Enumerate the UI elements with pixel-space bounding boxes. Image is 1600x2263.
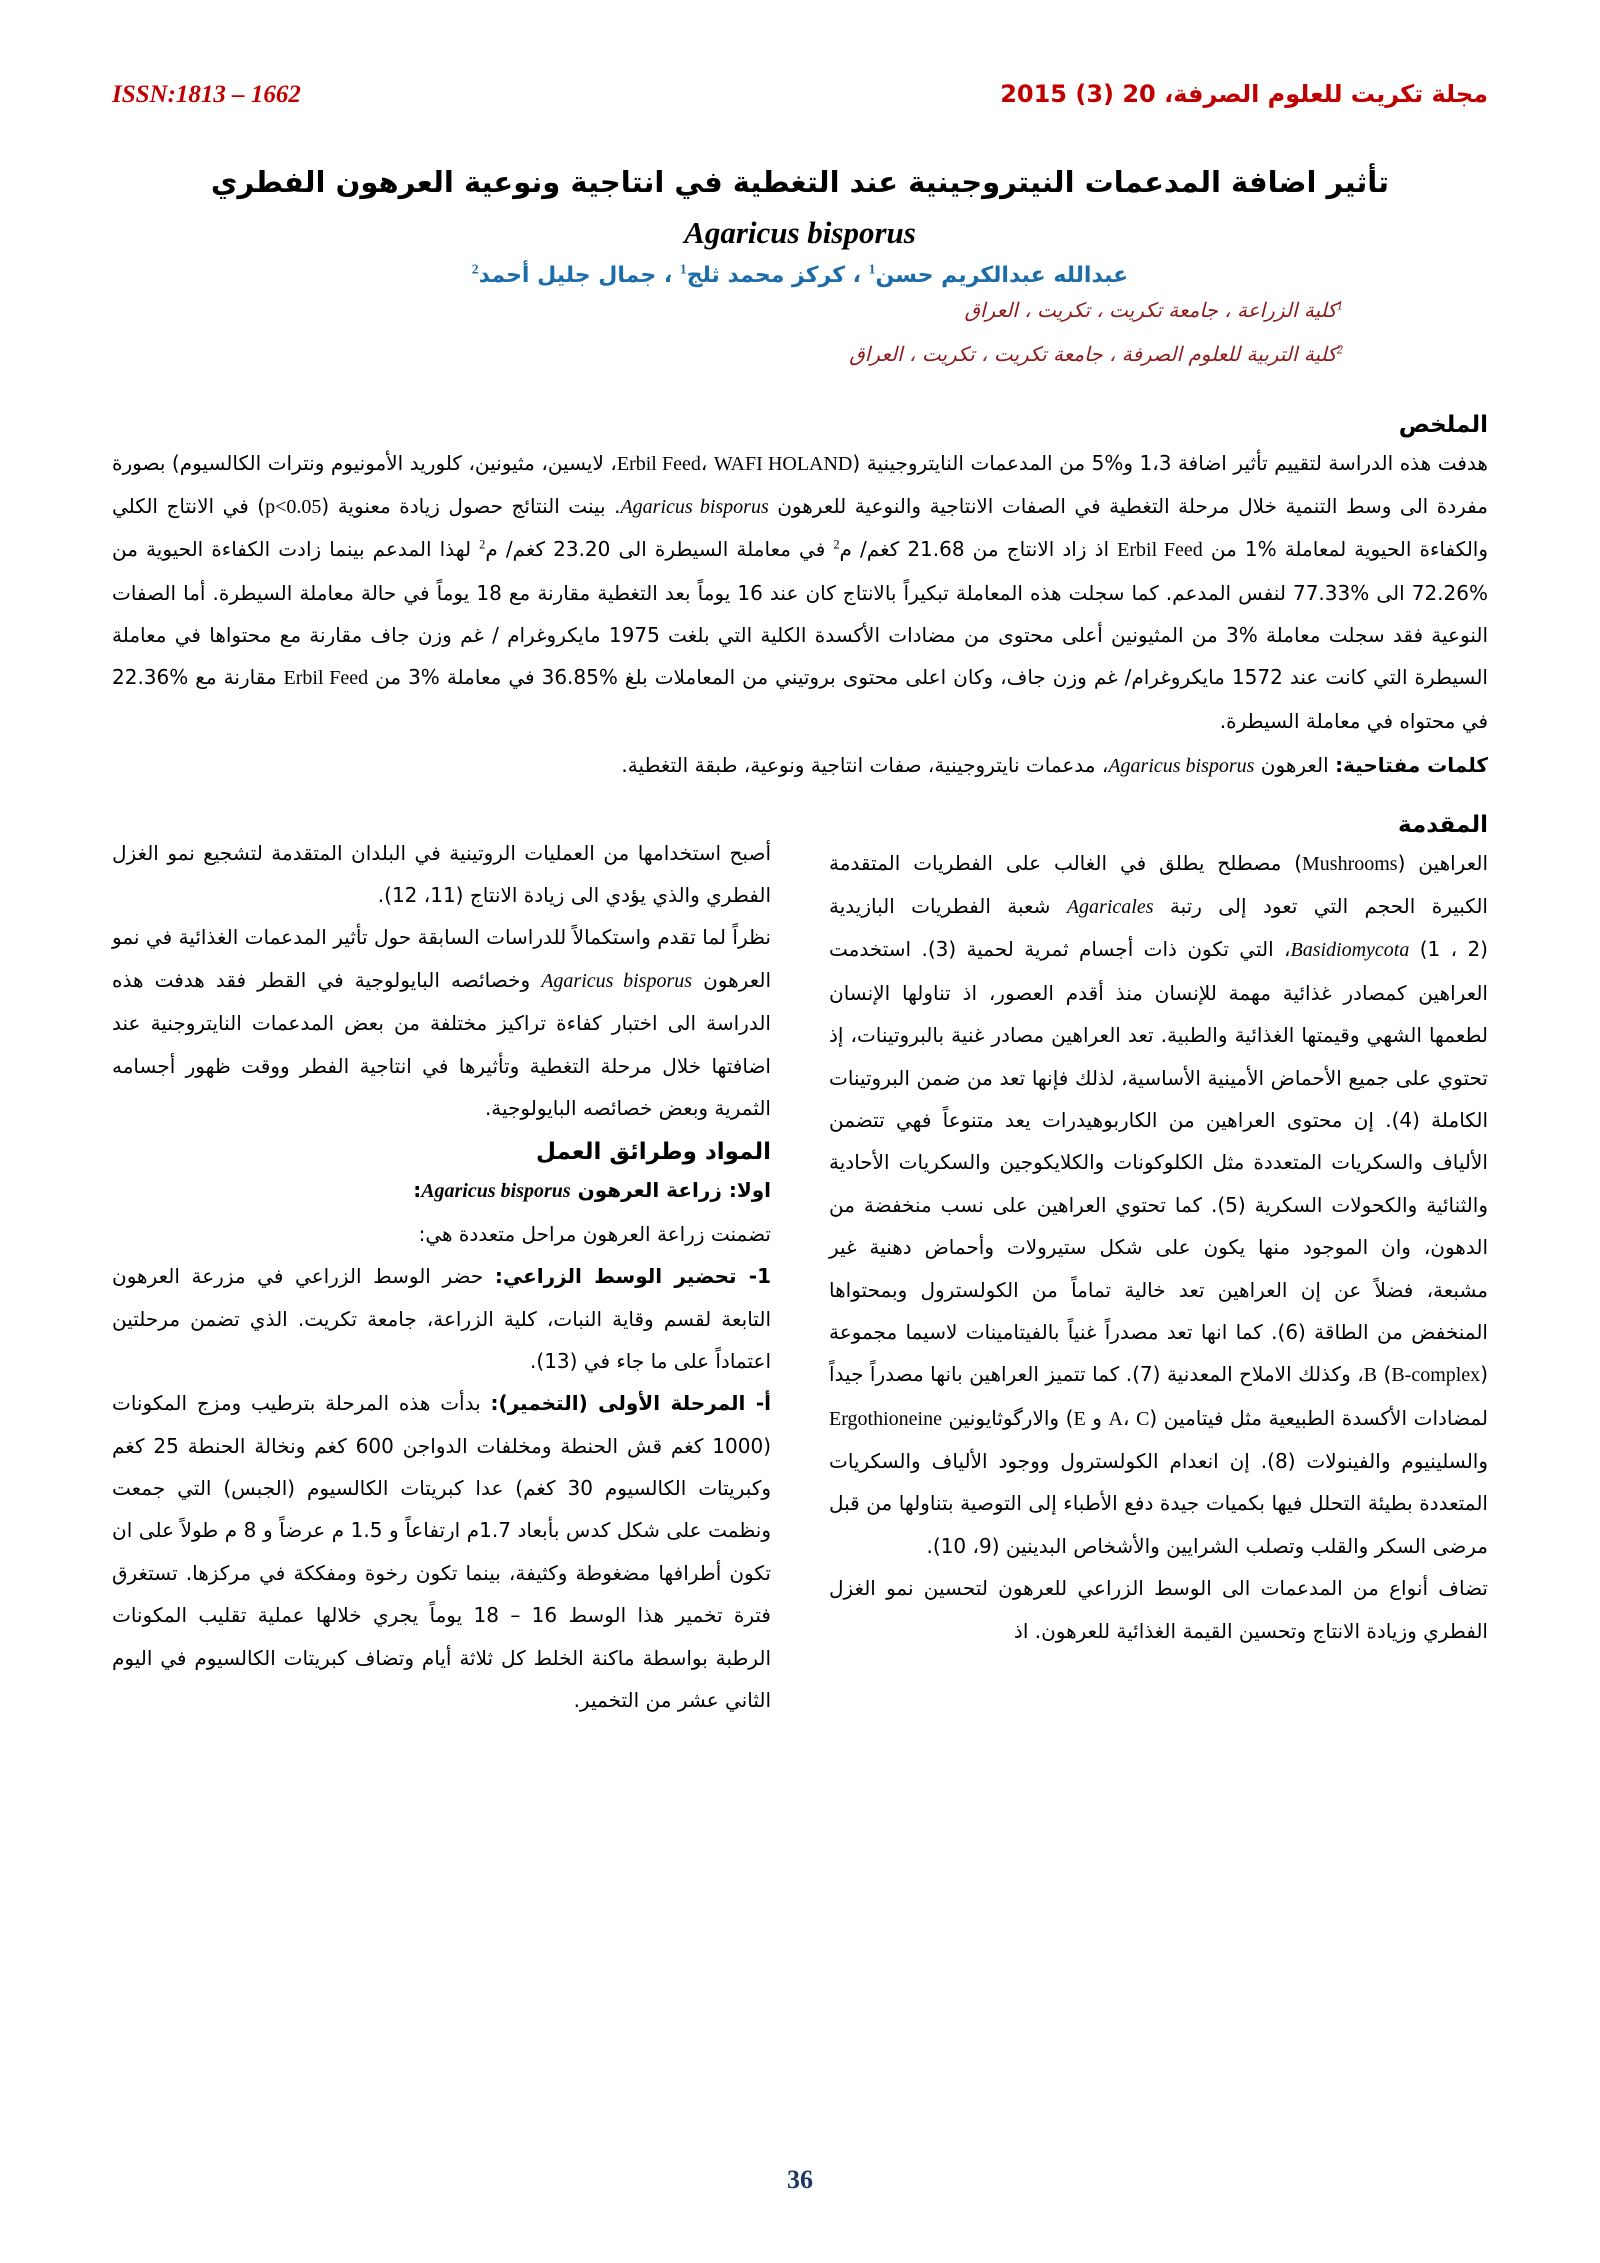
paragraph <box>112 1213 771 1255</box>
journal-title: مجلة تكريت للعلوم الصرفة، 20 (3) 2015 <box>1000 80 1488 108</box>
text-segment: عبدالله عبدالكريم حسن <box>875 262 1129 288</box>
text-segment: أصبح استخدامها من العمليات الروتينية في البلدان المتقدمة لتشجيع نمو الغزل الفطري والذي يؤدي الى زيادة الانتاج (11، 12). <box>112 840 771 908</box>
text-segment: . بينت النتائج حصول زيادة معنوية ( <box>321 493 621 518</box>
superscript: 1 <box>868 261 876 277</box>
affiliation-2 <box>112 332 1488 376</box>
paragraph <box>112 1255 771 1382</box>
text-segment: Erbil Feed <box>616 452 701 475</box>
text-segment: Basidiomycota <box>1290 939 1410 962</box>
text-segment: Agaricus bisporus <box>1108 755 1255 778</box>
text-segment: هدفت هذه الدراسة لتقييم تأثير اضافة 1،3 و%5 من المدعمات النايتروجينية ( <box>852 450 1488 475</box>
paragraph <box>112 916 771 1129</box>
text-segment: تضمنت زراعة العرهون مراحل متعددة هي: <box>418 1221 771 1246</box>
sub-section-heading <box>112 1169 771 1212</box>
text-segment: في معاملة السيطرة الى 23.20 كغم/ م <box>485 537 834 562</box>
text-segment: ، كركز محمد ثلج <box>686 262 869 288</box>
text-segment: العراهين ( <box>1397 850 1489 875</box>
superscript: 2 <box>1336 341 1343 356</box>
text-segment: بدأت هذه المرحلة بترطيب ومزج المكونات (1000 كغم قش الحنطة ومخلفات الدواجن 600 كغم ونخالة الحنطة 25 كغم وكبريتات الكالسيوم 30 كغم) عدا كبريتات الكالسيوم (الجبس) التي جمعت ونظمت على شكل كدس بأبعاد 1.7م ارتفاعاً و 1.5 م عرضاً و 8 م طولاً على ان تكون أطرافها مضغوطة وكثيفة، بينما تكون رخوة ومفككة في مركزها. تستغرق فترة تخمير هذا الوسط 16 – 18 يوماً يجري خلالها عملية تقليب المكونات الرطبة بواسطة ماكنة الخلط كل ثلاثة أيام وتضاف كبريتات الكالسيوم في اليوم الثاني عشر من التخمير. <box>112 1391 771 1713</box>
affiliation-1 <box>112 288 1488 332</box>
paragraph <box>829 1567 1488 1652</box>
text-segment: ، جمال جليل أحمد <box>478 262 680 288</box>
text-segment: Erbil Feed <box>1117 539 1203 562</box>
two-column-body <box>112 802 1488 1722</box>
text-segment: مقارنة مع %22.36 في محتواه في معاملة السيطرة. <box>112 665 1488 733</box>
superscript: 2 <box>833 537 840 552</box>
text-segment: ، وكذلك الاملاح المعدنية (7). كما تتميز العراهين بانها مصدراً جيداً لمضادات الأكسدة الطبيعية مثل فيتامين ( <box>829 1362 1489 1430</box>
text-segment: p<0.05 <box>265 495 322 518</box>
text-segment: ) في الانتاج الكلي والكفاءة الحيوية لمعاملة %1 من <box>112 493 1488 562</box>
section-heading: المواد وطرائق العمل <box>535 1139 771 1166</box>
intro-column <box>829 802 1488 1652</box>
text-segment: أ- المرحلة الأولى (التخمير): <box>490 1391 771 1416</box>
page-number: 36 <box>787 2165 813 2194</box>
keywords-line <box>112 744 1488 787</box>
text-segment: B <box>1363 1364 1378 1387</box>
superscript: 1 <box>679 261 687 277</box>
text-segment: 1- تحضير الوسط الزراعي: <box>494 1264 772 1289</box>
methods-column <box>112 802 771 1722</box>
text-segment: اولا: زراعة العرهون <box>570 1178 771 1203</box>
text-segment: Agaricus bisporus <box>541 969 693 992</box>
text-segment: تضاف أنواع من المدعمات الى الوسط الزراعي للعرهون لتحسين نمو الغزل الفطري وزيادة الانتاج وتحسين القيمة الغذائية للعرهون. اذ <box>829 1576 1488 1643</box>
keywords-label: كلمات مفتاحية: <box>1335 753 1488 778</box>
text-segment: وخصائصه البايولوجية في القطر فقد هدفت هذه الدراسة الى اختبار كفاءة تراكيز مختلفة من بعض المدعمات النايتروجنية عند اضافتها خلال مرحلة التغطية وتأثيرها في انتاجية الفطر ووقت ظهور أجسامه الثمرية وبعض خصائصه البايولوجية. <box>112 967 771 1120</box>
text-segment: ، <box>700 450 714 475</box>
text-segment: (1 ، 2)، التي تكون ذات أجسام ثمرية لحمية (3). استخدمت العراهين كمصادر غذائية مهمة للإنسان منذ أقدم العصور، اذ تناولها الإنسان لطعمها الشهي وقيمتها الغذائية والطبية. تعد العراهين مصادر غنية بالبروتينات، إذ تحتوي على جميع الأحماض الأمينية الأساسية، لذلك فإنها تعد من ضمن البروتينات الكاملة (4). إن محتوى العراهين من الكاربوهيدرات يعد متنوعاً فهي تتضمن الألياف والسكريات المتعددة مثل الكلوكونات والكلايكوجين والسكريات الأحادية والثنائية والكحولات السكرية (5). كما تحتوي العراهين على نسب منخفضة من الدهون، وان الموجود منها يكون على شكل ستيرولات وأحماض دهنية غير مشبعة، فضلاً عن إن العراهين تعد خالية تماماً من الكولسترول وبمحتواها المنخفض من الطاقة (6). كما انها تعد مصدراً غنياً بالفيتامينات لاسيما مجموعة ( <box>829 937 1488 1387</box>
text-segment: شعبة الفطريات البازيدية <box>829 894 1067 919</box>
text-segment: لهذا المدعم بينما زادت الكفاءة الحيوية من %72.26 الى %77.33 لنفس المدعم. كما سجلت هذه المعاملة تبكيراً بالانتاج كان عند 16 يوماً بعد التغطية مقارنة مع 18 يوماً في حالة معاملة السيطرة. أما الصفات النوعية فقد سجلت معاملة %3 من المثيونين أعلى محتوى من مضادات الأكسدة الكلية التي بلغت 1975 مايكروغرام / غم وزن جاف مقارنة مع محتواها في معاملة السيطرة التي كانت عند 1572 مايكروغرام/ غم وزن جاف، وكان اعلى محتوى بروتيني من المعاملات بلغ %36.85 في معاملة %3 من <box>112 537 1489 690</box>
superscript: 1 <box>1336 297 1343 312</box>
text-segment: Agaricus bisporus <box>620 495 769 518</box>
keywords-text <box>621 753 1335 777</box>
text-segment: B-complex <box>1391 1364 1481 1387</box>
text-segment: A <box>1108 1407 1123 1430</box>
text-segment: Ergothioneine <box>829 1407 942 1430</box>
paragraph <box>112 832 771 917</box>
page-footer <box>0 2165 1600 2195</box>
text-segment: ، لايسين، مثيونين، كلوريد الأمونيوم ونترات الكالسيوم) بصورة مفردة الى وسط التنمية خلال مرحلة التغطية في الصفات الانتاجية والنوعية للعرهون <box>112 450 1488 518</box>
text-segment: كلية الزراعة ، جامعة تكريت ، تكريت ، العراق <box>964 297 1337 322</box>
superscript: 2 <box>471 261 479 277</box>
paragraph <box>829 842 1488 1568</box>
text-segment: Agaricales <box>1066 896 1154 919</box>
article-title-latin: Agaricus bisporus <box>684 214 916 250</box>
text-segment: العرهون <box>1254 753 1336 778</box>
abstract-paragraph <box>112 442 1488 743</box>
text-segment: والسلينيوم والفينولات (8). إن انعدام الكولسترول ووجود الألياف والسكريات المتعددة بطيئة التحلل فيها بكميات جيدة دفع الأطباء إلى التوصية بتناولها من قبل مرضى السكر والقلب وتصلب الشرايين والأشخاص البدينين (9، 10). <box>829 1449 1488 1558</box>
text-segment: E <box>1073 1407 1086 1430</box>
text-segment: ، مدعمات نايتروجينية، صفات انتاجية ونوعية، طبقة التغطية. <box>621 753 1109 778</box>
superscript: 2 <box>479 537 486 552</box>
text-segment: C <box>1136 1407 1150 1430</box>
issn-label: ISSN:1813 – 1662 <box>112 81 301 108</box>
text-segment: Mushrooms <box>1302 852 1398 875</box>
page-header <box>112 80 1488 109</box>
abstract-heading: الملخص <box>1398 411 1488 438</box>
text-segment: نظراً لما تقدم واستكمالاً للدراسات السابقة حول تأثير المدعمات الغذائية في نمو العرهون <box>112 925 772 992</box>
paragraph <box>112 1382 771 1721</box>
article-title-arabic: تأثير اضافة المدعمات النيتروجينية عند التغطية في انتاجية ونوعية العرهون الفطري <box>210 165 1390 199</box>
text-segment: كلية التربية للعلوم الصرفة ، جامعة تكريت ، تكريت ، العراق <box>849 341 1337 366</box>
text-segment: Erbil Feed <box>283 667 369 690</box>
text-segment: WAFI HOLAND <box>713 452 853 475</box>
text-segment: حضر الوسط الزراعي في مزرعة العرهون التابعة لقسم وقاية النبات، كلية الزراعة، جامعة تكريت. الذي تضمن مرحلتين اعتماداً على ما جاء في (13). <box>112 1264 771 1373</box>
text-segment: Agaricus bisporus <box>421 1180 571 1203</box>
text-segment: ) <box>1377 1362 1392 1387</box>
text-segment: ، <box>1123 1405 1137 1430</box>
text-segment: اذ زاد الانتاج من 21.68 كغم/ م <box>839 537 1118 562</box>
text-segment: و <box>1085 1405 1109 1430</box>
authors-line <box>112 263 1488 288</box>
section-heading: المقدمة <box>1398 811 1488 838</box>
text-segment: ) مصطلح يطلق في الغالب على الفطريات المتقدمة الكبيرة الحجم التي تعود إلى رتبة <box>829 850 1488 919</box>
text-segment: ) والارگوثايونين <box>941 1405 1074 1430</box>
text-segment: : <box>413 1178 422 1203</box>
